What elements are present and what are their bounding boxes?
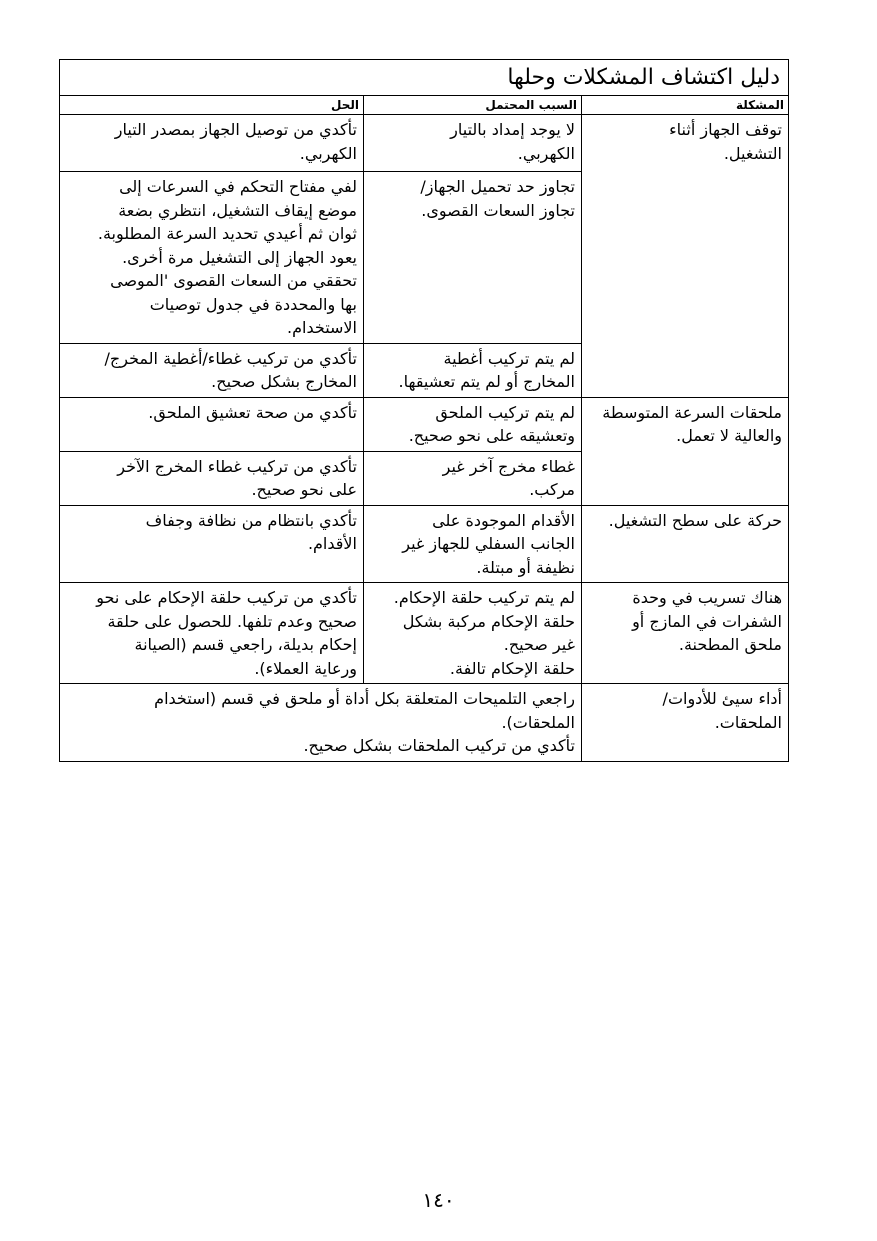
solution-cell: تأكدي من تركيب غطاء المخرج الآخر على نحو صحيح. <box>60 451 364 505</box>
page-number: ١٤٠ <box>422 1188 455 1212</box>
merged-solution-cell: راجعي التلميحات المتعلقة بكل أداة أو ملحق في قسم (استخدام الملحقات). تأكدي من تركيب الملحقات بشكل صحيح. <box>60 684 582 762</box>
solution-cell: تأكدي من توصيل الجهاز بمصدر التيار الكهربي. <box>60 115 364 172</box>
problem-cell: حركة على سطح التشغيل. <box>582 505 789 583</box>
cause-cell: لم يتم تركيب حلقة الإحكام. حلقة الإحكام مركبة بشكل غير صحيح. حلقة الإحكام تالفة. <box>364 583 582 684</box>
table-row <box>60 115 789 172</box>
problem-cell: هناك تسريب في وحدة الشفرات في المازج أو ملحق المطحنة. <box>582 583 789 684</box>
solution-cell: تأكدي من تركيب حلقة الإحكام على نحو صحيح وعدم تلفها. للحصول على حلقة إحكام بديلة، راجعي قسم (الصيانة ورعاية العملاء). <box>60 583 364 684</box>
problem-cell: ملحقات السرعة المتوسطة والعالية لا تعمل. <box>582 397 789 505</box>
header-solution: الحل <box>60 96 364 115</box>
header-problem: المشكلة <box>582 96 789 115</box>
cause-cell: تجاوز حد تحميل الجهاز/ تجاوز السعات القصوى. <box>364 172 582 344</box>
solution-cell: تأكدي بانتظام من نظافة وجفاف الأقدام. <box>60 505 364 583</box>
table-row <box>60 505 789 583</box>
cause-cell: لا يوجد إمداد بالتيار الكهربي. <box>364 115 582 172</box>
troubleshooting-table <box>59 59 789 762</box>
cause-cell: لم يتم تركيب الملحق وتعشيقه على نحو صحيح. <box>364 397 582 451</box>
header-cause: السبب المحتمل <box>364 96 582 115</box>
solution-cell: تأكدي من صحة تعشيق الملحق. <box>60 397 364 451</box>
table-title: دليل اكتشاف المشكلات وحلها <box>60 60 789 96</box>
solution-cell: لفي مفتاح التحكم في السرعات إلى موضع إيقاف التشغيل، انتظري بضعة ثوان ثم أعيدي تحديد السرعة المطلوبة. يعود الجهاز إلى التشغيل مرة أخرى. تحققي من السعات القصوى 'الموصى بها والمحددة في جدول توصيات الاستخدام. <box>60 172 364 344</box>
cause-cell: لم يتم تركيب أغطية المخارج أو لم يتم تعشيقها. <box>364 343 582 397</box>
cause-cell: الأقدام الموجودة على الجانب السفلي للجهاز غير نظيفة أو مبتلة. <box>364 505 582 583</box>
problem-cell: أداء سيئ للأدوات/ الملحقات. <box>582 684 789 762</box>
problem-cell: توقف الجهاز أثناء التشغيل. <box>582 115 789 398</box>
troubleshooting-table-wrapper <box>59 59 788 762</box>
table-row <box>60 684 789 762</box>
table-row <box>60 583 789 684</box>
table-row <box>60 397 789 451</box>
cause-cell: غطاء مخرج آخر غير مركب. <box>364 451 582 505</box>
solution-cell: تأكدي من تركيب غطاء/أغطية المخرج/ المخارج بشكل صحيح. <box>60 343 364 397</box>
